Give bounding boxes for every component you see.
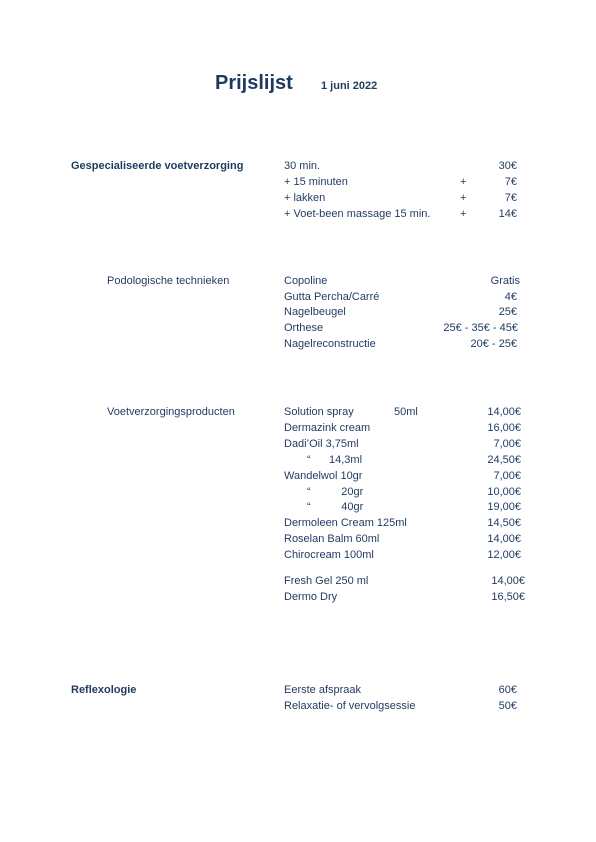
- list-item-label: + Voet-been massage 15 min.: [284, 208, 431, 220]
- list-item-price: 14,00€: [491, 575, 525, 587]
- list-item-price: 25€: [498, 306, 517, 318]
- list-item-label: Nagelbeugel: [284, 306, 346, 318]
- list-item-price: 50€: [498, 700, 517, 712]
- list-item-label: “ 20gr: [307, 486, 364, 498]
- list-item-label: 30 min.: [284, 160, 321, 172]
- list-item-plus: +: [460, 208, 467, 220]
- list-item-price: 14,00€: [487, 406, 521, 418]
- list-item-label: Relaxatie- of vervolgsessie: [284, 700, 416, 712]
- list-item-label: Solution spray: [284, 406, 354, 418]
- list-item-plus: +: [460, 192, 467, 204]
- list-item-price: 10,00€: [487, 486, 521, 498]
- list-item-label: Gutta Percha/Carré: [284, 291, 380, 303]
- list-item-label: Dermoleen Cream 125ml: [284, 517, 407, 529]
- list-item-label: Dadi’Oil 3,75ml: [284, 438, 359, 450]
- list-item-price: 7,00€: [493, 470, 521, 482]
- list-item-label: Copoline: [284, 275, 328, 287]
- list-item-label: Roselan Balm 60ml: [284, 533, 380, 545]
- list-item-price: 14,00€: [487, 533, 521, 545]
- list-item-price: 20€ - 25€: [470, 338, 517, 350]
- list-item-label: + lakken: [284, 192, 326, 204]
- list-item-price: 14,50€: [487, 517, 521, 529]
- list-item-label: “ 14,3ml: [307, 454, 363, 466]
- list-item-price: Gratis: [490, 275, 520, 287]
- section-title-voetverzorging: Gespecialiseerde voetverzorging: [71, 160, 244, 172]
- list-item-label: Eerste afspraak: [284, 684, 362, 696]
- list-item-price: 19,00€: [487, 501, 521, 513]
- list-item-plus: +: [460, 176, 467, 188]
- list-item-label: Dermazink cream: [284, 422, 371, 434]
- price-list-date: 1 juni 2022: [321, 80, 378, 92]
- list-item-price: 16,50€: [491, 591, 525, 603]
- list-item-label: Chirocream 100ml: [284, 549, 374, 561]
- list-item-price: 4€: [504, 291, 517, 303]
- list-item-label: Dermo Dry: [284, 591, 338, 603]
- list-item-label: + 15 minuten: [284, 176, 348, 188]
- section-title-reflexologie: Reflexologie: [71, 684, 137, 696]
- list-item-price: 7€: [504, 192, 517, 204]
- list-item-price: 16,00€: [487, 422, 521, 434]
- list-item-price: 14€: [498, 208, 517, 220]
- list-item-price: 12,00€: [487, 549, 521, 561]
- list-item-label: Wandelwol 10gr: [284, 470, 363, 482]
- list-item-price: 30€: [498, 160, 517, 172]
- list-item-price: 60€: [498, 684, 517, 696]
- list-item-price: 7€: [504, 176, 517, 188]
- section-title-voetverzorgingsproducten: Voetverzorgingsproducten: [107, 406, 235, 418]
- list-item-label: “ 40gr: [307, 501, 364, 513]
- list-item-price: 25€ - 35€ - 45€: [443, 322, 518, 334]
- section-title-podologische-technieken: Podologische technieken: [107, 275, 230, 287]
- page-title: Prijslijst: [215, 72, 293, 94]
- list-item-price: 7,00€: [493, 438, 521, 450]
- list-item-label: Nagelreconstructie: [284, 338, 376, 350]
- list-item-label: Orthese: [284, 322, 324, 334]
- list-item-price: 24,50€: [487, 454, 521, 466]
- list-item-label: Fresh Gel 250 ml: [284, 575, 369, 587]
- list-item-size: 50ml: [394, 406, 418, 418]
